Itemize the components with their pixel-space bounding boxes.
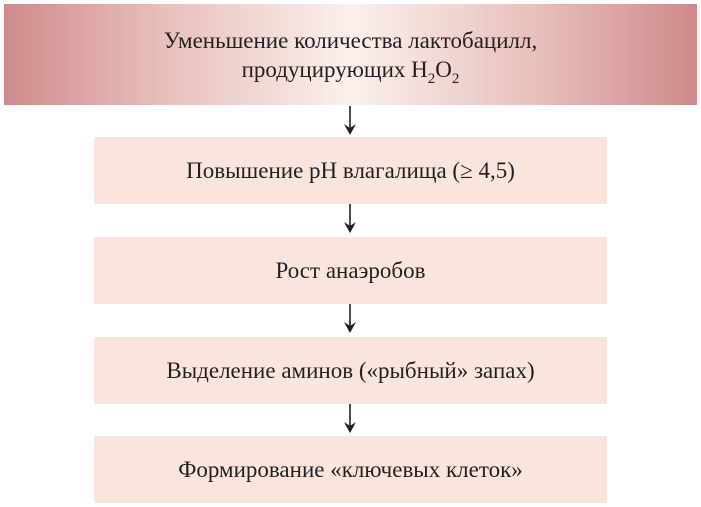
flow-box-clue-cells bbox=[94, 436, 607, 503]
down-arrow-icon bbox=[342, 404, 358, 434]
flow-box-anaerobe-growth bbox=[94, 237, 607, 304]
flow-box-label: Повышение рН влагалища (≥ 4,5) bbox=[186, 158, 515, 183]
flow-box-label: Выделение аминов («рыбный» запах) bbox=[166, 358, 535, 383]
subscript-2: 2 bbox=[427, 70, 436, 87]
flow-box-line-2-text: продуцирующих H bbox=[241, 56, 428, 82]
down-arrow-icon bbox=[342, 204, 358, 234]
flow-box-label: Рост анаэробов bbox=[275, 258, 426, 283]
flow-box-label: Формирование «ключевых клеток» bbox=[178, 457, 523, 482]
flow-box-ph-increase bbox=[94, 137, 607, 204]
flow-box-line-1: Уменьшение количества лактобацилл, bbox=[163, 27, 538, 53]
flow-box-line-2 bbox=[241, 55, 460, 87]
down-arrow-icon bbox=[342, 304, 358, 334]
flow-box-lactobacilli-decrease bbox=[4, 4, 697, 105]
flow-box-amine-release bbox=[94, 337, 607, 404]
subscript-2: 2 bbox=[451, 70, 460, 87]
down-arrow-icon bbox=[342, 106, 358, 136]
oxygen-symbol: O bbox=[435, 56, 452, 82]
